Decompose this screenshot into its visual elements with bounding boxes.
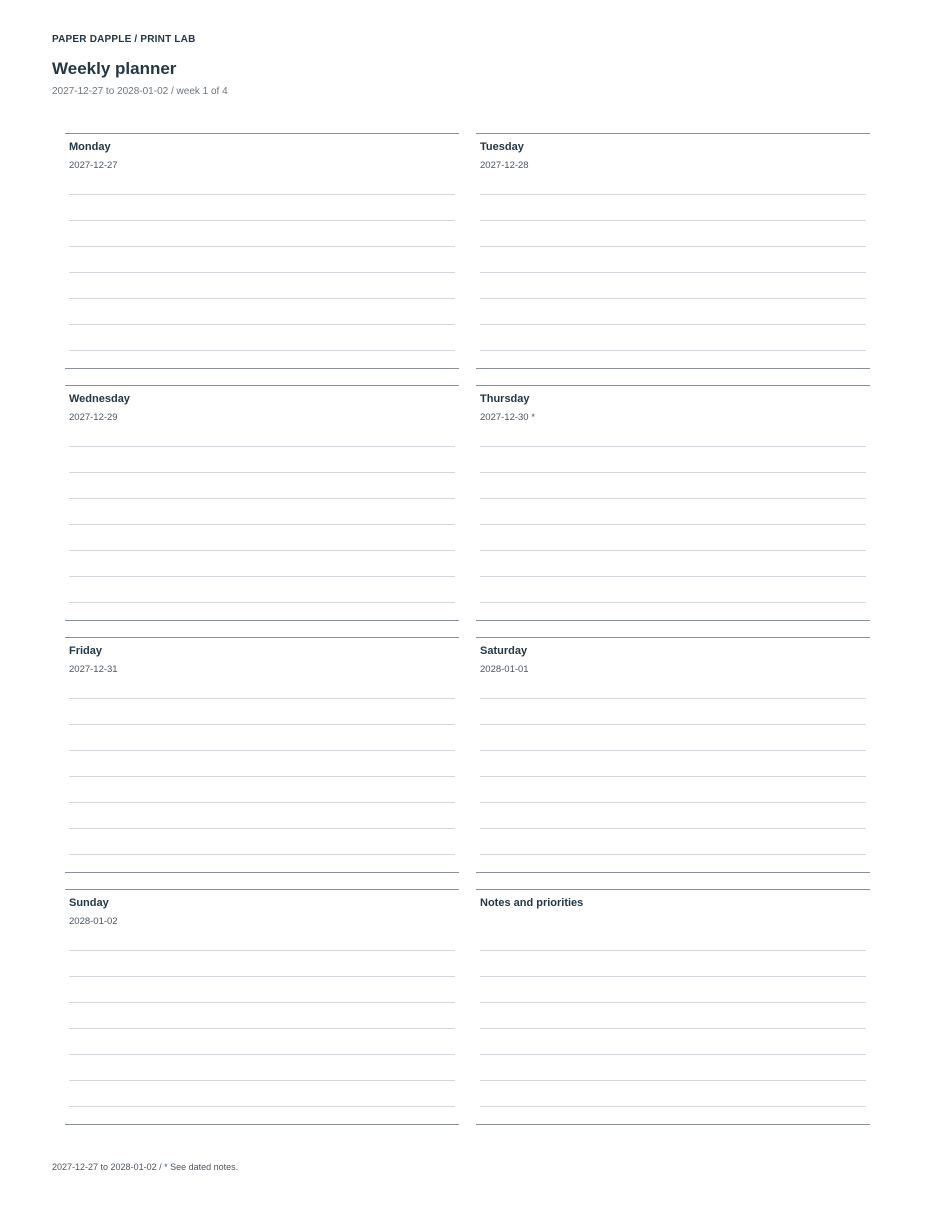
day-date: 2027-12-31 [69,664,118,675]
writing-lines [480,950,866,1132]
brand-label: PAPER DAPPLE / PRINT LAB [52,34,196,45]
ruled-line [480,750,866,751]
writing-lines [69,194,455,376]
ruled-line [480,698,866,699]
day-panel-monday [65,133,459,369]
writing-lines [69,446,455,628]
day-panel-friday [65,637,459,873]
ruled-line [69,854,455,855]
day-name: Saturday [480,645,528,657]
writing-lines [480,698,866,880]
writing-lines [480,446,866,628]
day-date: 2027-12-29 [69,412,118,423]
writing-lines [69,698,455,880]
ruled-line [69,298,455,299]
day-date: 2027-12-27 [69,160,118,171]
ruled-line [480,854,866,855]
ruled-line [69,1028,455,1029]
day-date: 2027-12-30 * [480,412,535,423]
ruled-line [69,246,455,247]
page-title: Weekly planner [52,59,177,78]
writing-lines [480,194,866,376]
ruled-line [69,272,455,273]
ruled-line [480,194,866,195]
ruled-line [69,324,455,325]
ruled-line [480,446,866,447]
ruled-line [69,194,455,195]
ruled-line [69,550,455,551]
ruled-line [480,776,866,777]
ruled-line [69,802,455,803]
ruled-line [480,246,866,247]
ruled-line [480,1106,866,1107]
ruled-line [480,828,866,829]
ruled-line [480,350,866,351]
day-panel-saturday [476,637,870,873]
writing-lines [69,950,455,1132]
ruled-line [69,1080,455,1081]
ruled-line [480,550,866,551]
ruled-line [69,1002,455,1003]
ruled-line [480,272,866,273]
day-panel-thursday [476,385,870,621]
day-panel-sunday [65,889,459,1125]
day-name: Tuesday [480,141,524,153]
ruled-line [69,976,455,977]
notes-panel [476,889,870,1125]
ruled-line [69,446,455,447]
day-panel-tuesday [476,133,870,369]
day-date: 2027-12-28 [480,160,529,171]
notes-heading: Notes and priorities [480,897,584,909]
day-name: Thursday [480,393,530,405]
day-panel-wednesday [65,385,459,621]
day-name: Friday [69,645,103,657]
page-footer: 2027-12-27 to 2028-01-02 / * See dated notes. [52,1162,239,1172]
ruled-line [69,698,455,699]
day-name: Sunday [69,897,109,909]
ruled-line [69,724,455,725]
ruled-line [480,1080,866,1081]
ruled-line [480,220,866,221]
ruled-line [480,976,866,977]
ruled-line [480,498,866,499]
day-date: 2028-01-01 [480,664,529,675]
ruled-line [480,472,866,473]
day-name: Wednesday [69,393,130,405]
day-date: 2028-01-02 [69,916,118,927]
ruled-line [69,576,455,577]
ruled-line [69,602,455,603]
ruled-line [69,750,455,751]
ruled-line [69,220,455,221]
page-subtitle: 2027-12-27 to 2028-01-02 / week 1 of 4 [52,86,228,97]
ruled-line [69,350,455,351]
ruled-line [69,472,455,473]
day-name: Monday [69,141,111,153]
ruled-line [69,524,455,525]
ruled-line [480,1028,866,1029]
ruled-line [69,1054,455,1055]
ruled-line [480,524,866,525]
ruled-line [480,802,866,803]
ruled-line [69,950,455,951]
ruled-line [480,1054,866,1055]
planner-grid [65,133,870,1125]
ruled-line [480,602,866,603]
ruled-line [480,298,866,299]
ruled-line [480,324,866,325]
ruled-line [69,498,455,499]
ruled-line [480,576,866,577]
ruled-line [69,776,455,777]
ruled-line [480,724,866,725]
ruled-line [69,828,455,829]
ruled-line [69,1106,455,1107]
ruled-line [480,1002,866,1003]
ruled-line [480,950,866,951]
